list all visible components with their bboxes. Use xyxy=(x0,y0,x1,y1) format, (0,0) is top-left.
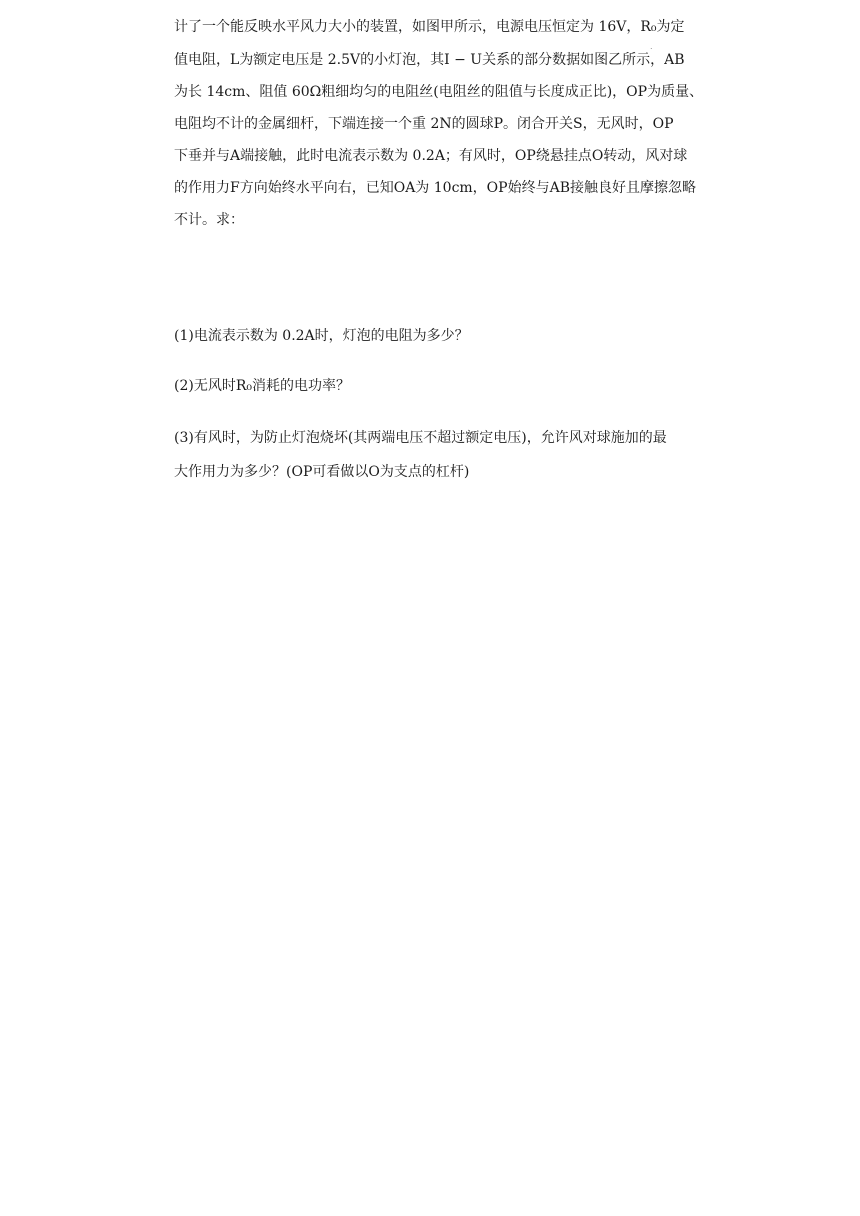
intro-line-6: 的作用力F方向始终水平向右，已知OA为 10cm，OP始终与AB接触良好且摩擦忽略 xyxy=(174,180,696,196)
intro-line-3: 为长 14cm、阻值 60Ω粗细均匀的电阻丝(电阻丝的阻值与长度成正比)，OP为质量、 xyxy=(174,84,704,100)
intro-line-2: 值电阻，L为额定电压是 2.5V的小灯泡，其I − U关系的部分数据如图乙所示，AB xyxy=(174,52,685,68)
intro-line-1: 计了一个能反映水平风力大小的装置，如图甲所示，电源电压恒定为 16V，R₀为定 xyxy=(174,19,685,35)
intro-line-7: 不计。求： xyxy=(174,212,244,228)
page-marker: . xyxy=(650,42,653,51)
question-3-line-1: (3)有风时，为防止灯泡烧坏(其两端电压不超过额定电压)，允许风对球施加的最 xyxy=(174,430,667,446)
question-2: (2)无风时R₀消耗的电功率？ xyxy=(174,378,350,394)
intro-line-5: 下垂并与A端接触，此时电流表示数为 0.2A；有风时，OP绕悬挂点O转动，风对球 xyxy=(174,148,688,164)
question-3-line-2: 大作用力为多少？(OP可看做以O为支点的杠杆) xyxy=(174,464,470,480)
question-1: (1)电流表示数为 0.2A时，灯泡的电阻为多少？ xyxy=(174,328,469,344)
intro-line-4: 电阻均不计的金属细杆，下端连接一个重 2N的圆球P。闭合开关S，无风时，OP xyxy=(174,116,674,132)
